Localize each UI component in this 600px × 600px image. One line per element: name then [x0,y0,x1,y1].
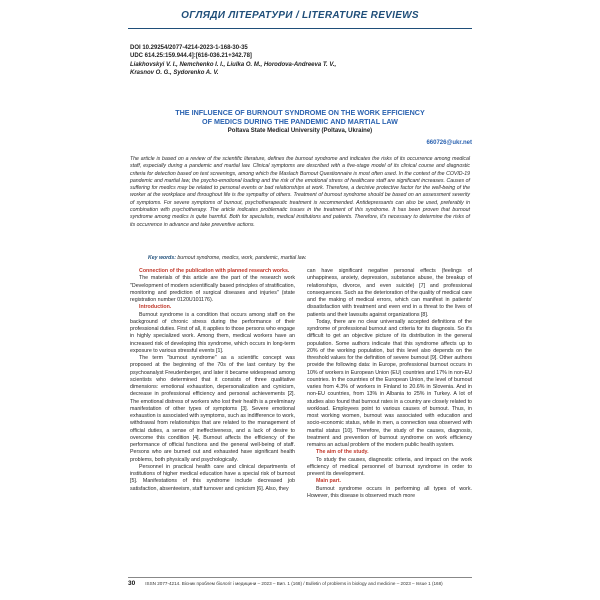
paragraph-main: Burnout syndrome occurs in performing all types of work. However, this disease is observed much more [307,485,472,499]
paragraph-right-1: can have significant negative personal effects (feelings of unhappiness, anxiety, depression, substance abuse, the breakup of relationships, divorce, and even suicide) [7] and professional consequences. Such as the deterioration of the quality of medical care and the making of medical errors, which can manifest in patients' dissatisfaction with treatment and even end in a threat to the lives of patients and their lawsuits against organizations [8]. [307,268,472,318]
doi[interactable]: DOI 10.29254/2077-4214-2023-1-168-30-35 [130,45,248,51]
paragraph-intro-3: Personnel in practical health care and clinical departments of institutions of higher medical education have a special risk of burnout [5]. Manifestations of this syndrome include decreased job satisfaction, absenteeism, staff turnover and cynicism [6]. Also, they [130,463,295,492]
section-heading-aim: The aim of the study. [316,449,369,456]
abstract: The article is based on a review of the scientific literature, defines the burnout syndrome and indicates the risks of its occurrence among medical staff, especially during a pandemic and martial law. Clinical symptoms are described with a five-stage model of its clinical course and diagnostic criteria for detection based on test screenings, among which the Maslach Burnout Questionnaire is most often used. In the context of the COVID-19 pandemic and martial law, the psycho-emotional loading and the risk of the emotional stress of healthcare staff are significant increases. Causes of suffering for medics may be related to personal events or bad relationships at work. Therefore, a decisive protective factor for the well-being of the worker at the workplace and throughout life is the sympathy of others. Treatment of burnout syndrome should be based on an assessment severity of symptoms. For severe symptoms of burnout, psychotherapeutic treatment is recommended. Antidepressants can also be used, preferably in combination with psychotherapy. The article indicates problematic issues in the treatment of this syndrome. It has been proven that burnout syndrome among medics is quite harmful. Both for specialists, medical institutions and patients. Therefore, it's necessary to determine the risks of its occurrence in advance and take preventive actions. [130,156,470,228]
keywords-label: Key words: [148,255,176,261]
article-title [130,108,470,126]
author-email[interactable]: 660726@ukr.net [426,140,472,146]
section-heading-main: Main part. [316,478,342,485]
keywords-text: burnout syndrome, medics, work, pandemic, martial law. [177,255,307,261]
keywords [148,255,468,261]
affiliation: Poltava State Medical University (Poltava, Ukraine) [227,128,373,134]
section-heading-connection: Connection of the publication with planned research works. [139,268,290,274]
header-rule [128,28,472,29]
page-number: 30 [128,580,136,587]
paragraph-aim: To study the causes, diagnostic criteria, and impact on the work efficiency of medical personnel of burnout syndrome in order to prevent its development. [307,456,472,477]
authors-line-1: Liakhovskyi V. I., Nemchenko I. I., Liulka O. M., Horodova-Andreeva T. V., [130,61,337,68]
footer-journal-info: ISSN 2077-4214. Вісник проблем біології і медицини – 2023 – Вип. 1 (168) / Bulletin of problems in biology and medicine – 2023 – Issue 1 (168) [145,581,443,586]
left-column [130,268,295,493]
article-metadata [130,44,470,78]
paragraph-right-2: Today, there are no clear universally accepted definitions of the syndrome of professional burnout and criteria for its diagnosis. So it's difficult to get an objective picture of its distribution in the general population. Some authors indicate that this syndrome affects up to 20% of the working population, but this level also depends on the threshold values for the definition of severe burnout [9]. Other authors provide the following data: in Europe, professional burnout occurs in 10% of workers in European Union (EU) countries and 17% in non-EU countries. In the countries of the European Union, the level of burnout varies from 4.3% of workers in Finland to 20.6% in Slovenia. And in non-EU countries, from 13% in Albania to 25% in Turkey. A lot of studies also found that burnout rates in a country are closely related to workload. Employees point to various causes of burnout. Thus, in most working women, burnout was associated with education and socio-economic status, while in men, a connection was observed with marital status [10]. Therefore, the study of the causes, diagnosis, treatment and prevention of burnout syndrome on work efficiency remains an actual problem of the modern public health system. [307,318,472,448]
paragraph-intro-2: The term "burnout syndrome" as a scientific concept was proposed at the beginning of the 70s of the last century by the psychoanalyst Freudenberger, and later it became widespread among scientists who determined that it consists of three qualitative dimensions: emotional exhaustion, depersonalization and cynicism, decrease in professional efficiency and personal achievements [2]. The emotional distress of workers who lost their health is a preliminary manifestation of other types of symptoms [3]. Severe emotional exhaustion is associated with symptoms, such as indifference to work, withdrawal from relationships that are related to the management of official duties, a sense of ineffectiveness, and a lack of desire to overcome this condition [4]. Burnout affects the efficiency of the performance of official functions and the general well-being of staff. Persons who are burned out and exhausted have significant health problems, both physically and psychologically. [130,355,295,463]
paragraph-intro-1: Burnout syndrome is a condition that occurs among staff on the background of chronic stress during the performance of their professional duties. First of all, it applies to those persons who engage in highly specialized work. Among them, medical workers have an increased risk of developing this syndrome, which occurs in long-term exposure to various stressful events [1]. [130,311,295,354]
section-title: ОГЛЯДИ ЛІТЕРАТУРИ / LITERATURE REVIEWS [181,9,419,21]
right-column [307,268,472,500]
article-title-line-1: THE INFLUENCE OF BURNOUT SYNDROME ON THE WORK EFFICIENCY [175,108,425,117]
page-footer [128,577,472,589]
paragraph-connection: The materials of this article are the part of the research work "Development of modern scientifically based principles of stratification, monitoring and prediction of surgical diseases and injuries" (state registration number 0120U101176). [130,275,295,303]
section-heading-introduction: Introduction. [139,304,172,311]
article-title-line-2: OF MEDICS DURING THE PANDEMIC AND MARTIAL LAW [202,117,398,126]
journal-section-header [0,0,600,30]
udc: UDC 614.25:159.944.4]:[616-036.21+342.78] [130,53,252,60]
authors-line-2: Krasnov O. G., Sydorenko A. V. [130,70,219,77]
